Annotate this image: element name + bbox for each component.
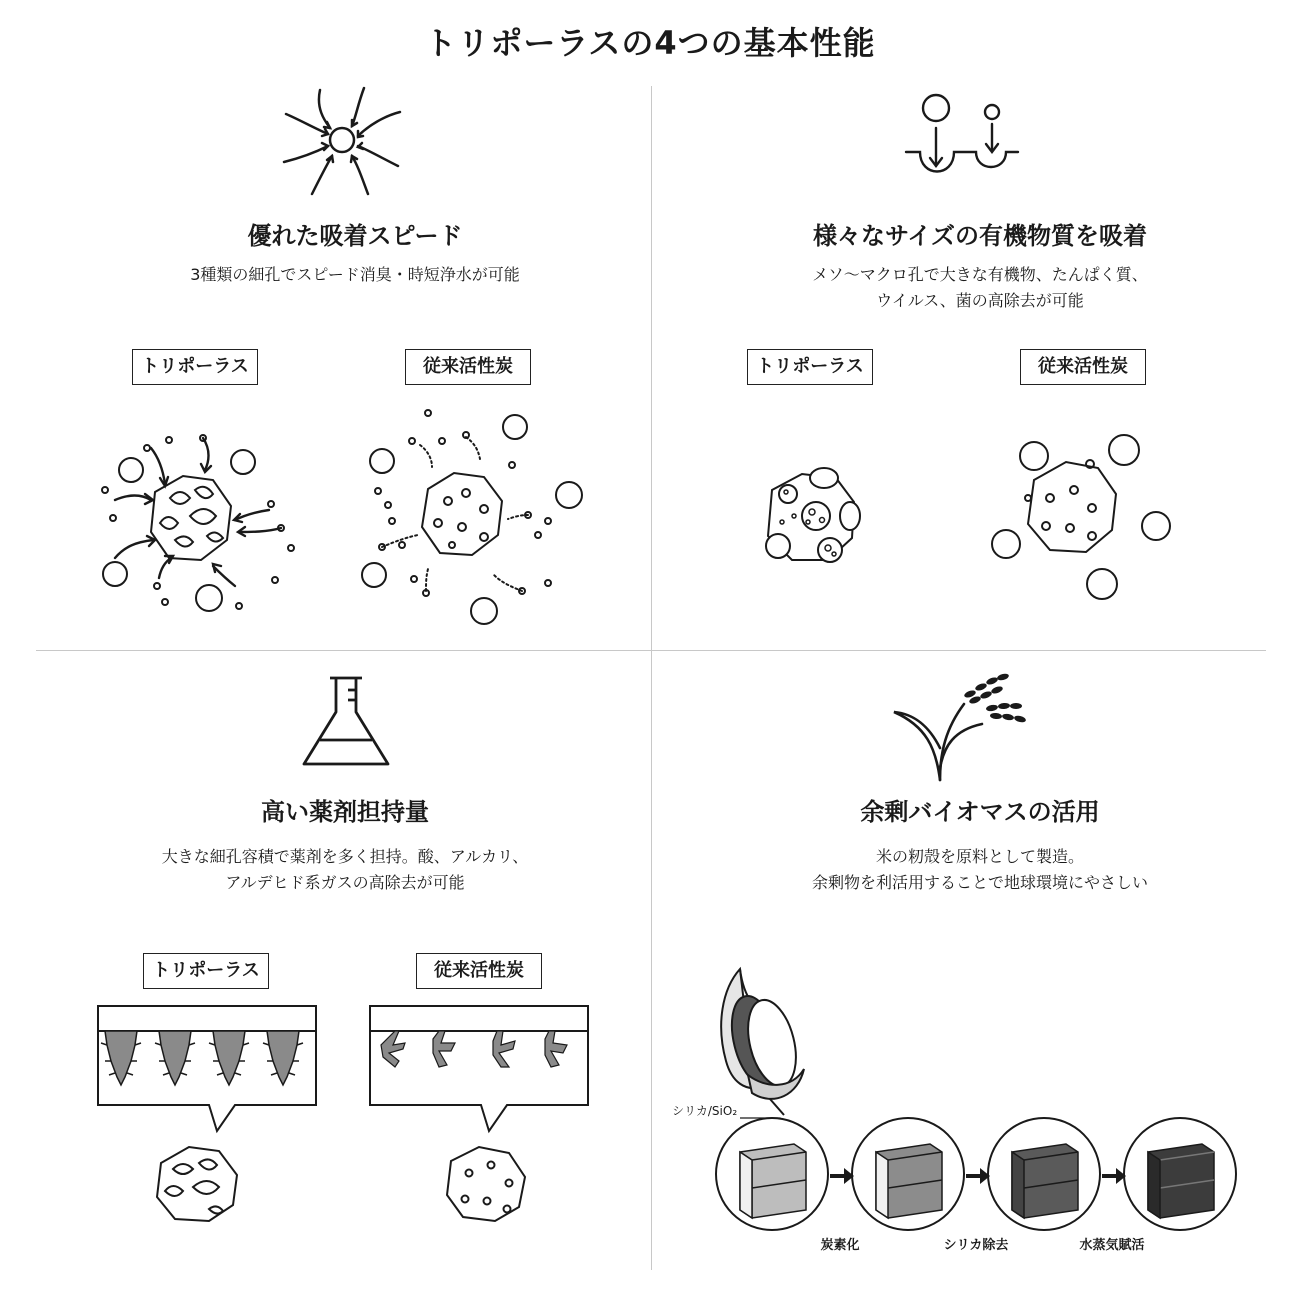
tag-triporous: トリポーラス [747, 349, 873, 385]
step-label-steam-activation: 水蒸気賦活 [1079, 1238, 1145, 1253]
rice-husk-illustration [700, 965, 810, 1115]
carbonization-process-diagram [710, 1118, 1250, 1228]
vertical-divider [651, 86, 652, 1270]
activated-carbon-pore-cross-section [369, 1005, 591, 1221]
desc-line: 大きな細孔容積で薬剤を多く担持。酸、アルカリ、 [161, 847, 529, 866]
page-title: トリポーラスの4つの基本性能 [424, 24, 876, 62]
triporous-pore-cross-section [97, 1005, 319, 1221]
horizontal-divider [36, 650, 1266, 651]
activated-carbon-large-molecule-illustration [988, 432, 1178, 602]
particles-into-cups-icon [902, 88, 1022, 188]
triporous-fast-adsorption-illustration [95, 428, 305, 618]
desc-line: メソ～マクロ孔で大きな有機物、たんぱく質、 [812, 265, 1148, 284]
desc-line: 3種類の細孔でスピード消臭・時短浄水が可能 [190, 265, 520, 284]
step-label-carbonization: 炭素化 [820, 1238, 860, 1253]
feature-desc-speed [60, 262, 650, 288]
tag-triporous: トリポーラス [132, 349, 258, 385]
feature-title-loading: 高い薬剤担持量 [261, 798, 429, 826]
triporous-large-molecule-illustration [752, 460, 872, 580]
tag-triporous: トリポーラス [143, 953, 269, 989]
activated-carbon-slow-adsorption-illustration [362, 405, 582, 625]
feature-desc-biomass [660, 844, 1300, 896]
feature-title-speed: 優れた吸着スピード [247, 222, 463, 250]
feature-title-sizes: 様々なサイズの有機物質を吸着 [812, 222, 1148, 250]
step-label-silica-removal: シリカ除去 [943, 1238, 1009, 1253]
feature-desc-sizes [660, 262, 1300, 314]
tag-activated-carbon: 従来活性炭 [1020, 349, 1146, 385]
tag-activated-carbon: 従来活性炭 [405, 349, 531, 385]
feature-title-biomass: 余剰バイオマスの活用 [860, 798, 1100, 826]
feature-desc-loading [40, 844, 650, 896]
silica-label: シリカ/SiO₂ [672, 1104, 738, 1118]
desc-line: ウイルス、菌の高除去が可能 [876, 291, 1084, 310]
tag-activated-carbon: 従来活性炭 [416, 953, 542, 989]
vortex-icon [272, 82, 412, 202]
flask-icon [296, 672, 396, 772]
desc-line: アルデヒド系ガスの高除去が可能 [225, 873, 465, 892]
rice-plant-icon [886, 668, 1036, 788]
desc-line: 余剰物を利活用することで地球環境にやさしい [811, 873, 1148, 892]
desc-line: 米の籾殻を原料として製造。 [875, 847, 1084, 866]
